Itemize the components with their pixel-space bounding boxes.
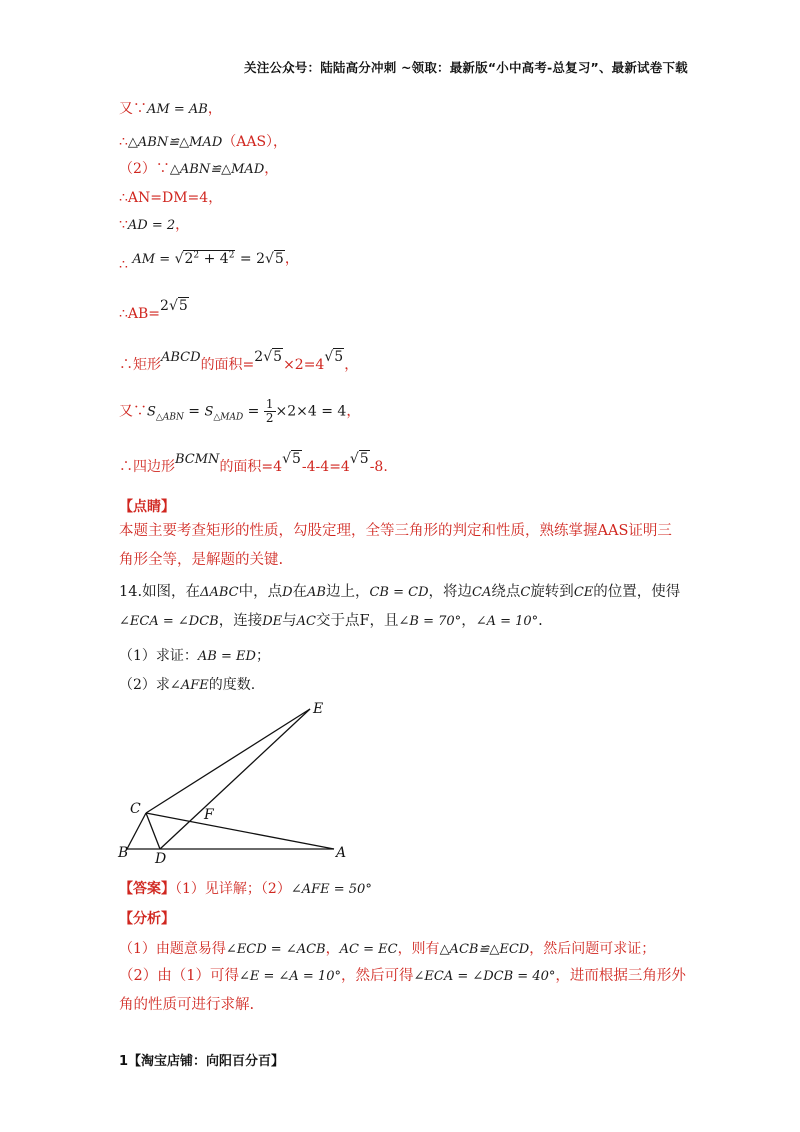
line-quad-area — [119, 448, 388, 475]
line-prefix: ∴ — [119, 257, 128, 273]
line-suffix: ， — [175, 217, 190, 233]
question-text: 绕点 — [491, 584, 521, 600]
question-text: 中，点 — [238, 584, 283, 600]
line-triangle-areas — [119, 398, 360, 425]
answer-line — [119, 878, 372, 898]
segment-bc — [127, 813, 146, 849]
math-expr: AB = ED — [197, 649, 256, 664]
line-congruent-aas — [119, 131, 287, 151]
question-text: （1）求证： — [119, 648, 198, 664]
math-expr: ΔABC — [200, 585, 239, 600]
radical: $√2^2 + 4^2$ — [174, 250, 235, 267]
denominator: 2 — [265, 411, 274, 425]
fraction — [264, 398, 276, 425]
analysis-text: ，然后可得 — [340, 968, 414, 984]
math-expr: AC — [296, 614, 316, 629]
radical-term: 5 — [292, 451, 301, 467]
math-expr: AC = EC — [339, 942, 398, 957]
answer-text: （1）见详解；（2） — [175, 881, 291, 897]
math-expr: CE — [573, 585, 594, 600]
answer-title: 【答案】 — [119, 881, 175, 897]
numerator: 1 — [265, 397, 274, 411]
radical: √5 — [263, 349, 283, 365]
math-expr: CB = CD — [369, 585, 429, 600]
question-text: . — [538, 613, 543, 629]
line-am-ab — [119, 98, 222, 118]
math-expr: C — [520, 585, 531, 600]
line-suffix: ， — [284, 251, 299, 267]
coefficient: 2 — [254, 349, 264, 365]
segment-cd — [146, 813, 160, 849]
label-f: F — [204, 807, 214, 823]
figure-lines — [127, 709, 334, 849]
math-expr: △ABN≌△MAD — [169, 162, 265, 177]
line-suffix: ， — [346, 403, 361, 420]
dianjing-text: 本题主要考查矩形的性质，勾股定理，全等三角形的判定和性质，熟练掌握AAS证明三角形全等，是解题的关键. — [119, 523, 672, 568]
line-suffix: ， — [344, 357, 359, 373]
subscript: △MAD — [213, 412, 244, 423]
line-am-value — [119, 248, 299, 273]
math-expr: ∠B = 70° — [398, 614, 462, 629]
question-text: 旋转到 — [530, 584, 574, 600]
radical-term: 5 — [178, 298, 188, 314]
line-ab-value — [119, 298, 189, 322]
question-text: 的位置，使得 — [593, 584, 681, 600]
analysis-part2 — [119, 962, 689, 1020]
math-expr: ∠ECA = ∠DCB = 40° — [413, 969, 556, 984]
geometry-figure — [110, 695, 360, 870]
exponent: 2 — [228, 250, 235, 261]
subscript: △ABN — [155, 412, 184, 423]
math-expr: △ACB≌△ECD — [439, 942, 530, 957]
line-prefix: 又∵ — [119, 101, 147, 117]
radical-term: 5 — [334, 349, 344, 365]
math-expr: ∠AFE — [169, 678, 209, 693]
radical-term: 2 — [184, 251, 194, 267]
question-text: ，连接 — [218, 613, 263, 629]
radical: √5 — [282, 451, 301, 467]
math-expr: DE — [262, 614, 283, 629]
analysis-text: ， — [325, 941, 340, 957]
dianjing-title: 【点睛】 — [119, 499, 175, 515]
line-suffix: ， — [264, 161, 279, 177]
radical: √5 — [264, 251, 284, 267]
line-rect-area — [119, 346, 359, 373]
math-expr: ∠AFE = 50° — [290, 882, 372, 897]
question-text: ，将边 — [428, 584, 473, 600]
line-suffix: （AAS）， — [222, 134, 288, 150]
exponent: 2 — [193, 250, 200, 261]
line-prefix: ∴四边形 — [119, 459, 175, 475]
question-text: 如图，在 — [142, 584, 201, 600]
line-suffix: ， — [207, 101, 222, 117]
math-expr: △ABN≌△MAD — [127, 135, 223, 150]
analysis-title: 【分析】 — [119, 911, 175, 927]
math-expr: ∠ECA = ∠DCB — [119, 614, 219, 629]
analysis-text: ，则有 — [397, 941, 440, 957]
question-number: 14. — [119, 584, 143, 600]
line-an-dm: ∴AN=DM=4， — [119, 190, 223, 206]
math-expr: ∠ECD = ∠ACB — [225, 942, 326, 957]
line-text: 的面积=4 — [219, 459, 283, 475]
radical-term: 5 — [274, 251, 284, 267]
question-text: 与 — [282, 613, 297, 629]
label-e: E — [313, 701, 324, 717]
math-expr: AM = AB — [147, 102, 208, 117]
segment-de — [160, 709, 310, 849]
label-a: A — [336, 845, 347, 861]
question-text: 在 — [292, 584, 308, 600]
label-d: D — [155, 851, 167, 867]
math-expr: S — [147, 404, 156, 420]
analysis-part1 — [119, 938, 655, 958]
line-prefix: ∴ — [119, 134, 128, 150]
math-expr: D — [282, 585, 293, 600]
analysis-text: （1）由题意易得 — [119, 941, 226, 957]
radical: √5 — [324, 349, 344, 365]
segment-ce — [146, 709, 310, 813]
question-14 — [119, 578, 689, 636]
math-expr: ∠A = 10° — [475, 614, 539, 629]
line-prefix: ∴AB= — [119, 306, 161, 322]
line-text: ×2=4 — [283, 357, 325, 373]
question-text: 边上， — [325, 584, 370, 600]
radical-term: 5 — [273, 349, 283, 365]
radical: √5 — [349, 451, 369, 467]
question-sub2 — [119, 674, 255, 694]
line-prefix: 又∵ — [119, 403, 147, 420]
equals: = — [183, 403, 205, 420]
page-header: 关注公众号：陆陆高分冲刺 ~领取：最新版“小中高考-总复习”、最新试卷下载 — [244, 60, 688, 75]
line-prefix: （2）∵ — [119, 161, 170, 177]
line-ad — [119, 214, 189, 234]
segment-ca — [146, 813, 334, 849]
radical-term: 5 — [359, 451, 369, 467]
radical: √5 — [168, 298, 188, 314]
math-expr: ×2×4 = 4 — [275, 403, 347, 420]
radical-term: 4 — [219, 251, 229, 267]
math-expr: AM = — [132, 252, 171, 267]
operator: + — [199, 251, 220, 267]
analysis-text: ，然后问题可求证； — [529, 941, 656, 957]
question-sub1 — [119, 645, 270, 665]
math-expr: ABCD — [161, 350, 201, 365]
analysis-text: （2）由（1）可得 — [119, 968, 239, 984]
math-expr: AD = 2 — [127, 218, 176, 233]
question-text: 交于点F，且 — [315, 613, 399, 629]
math-expr: BCMN — [175, 452, 220, 467]
question-text: ， — [461, 613, 476, 629]
label-b: B — [118, 845, 129, 861]
analysis-text: ，进而根据三角形外角的性质可进行求解. — [119, 968, 686, 1013]
line-prefix: ∵ — [119, 217, 128, 233]
question-text: 的度数. — [208, 677, 256, 693]
math-expr: AB — [307, 585, 326, 600]
math-expr: ∠E = ∠A = 10° — [238, 969, 341, 984]
math-expr: S — [204, 404, 214, 420]
line-text: 的面积= — [200, 357, 255, 373]
coefficient: 2 — [160, 298, 169, 314]
equals: = — [243, 403, 264, 420]
page-footer: 1【淘宝店铺：向阳百分百】 — [119, 1054, 285, 1069]
line-text: -8. — [369, 459, 388, 475]
label-c: C — [130, 801, 141, 817]
equals: = 2 — [235, 251, 265, 267]
math-expr: CA — [472, 585, 492, 600]
line-prefix: ∴矩形 — [119, 357, 161, 373]
question-text: ； — [255, 648, 270, 664]
question-text: （2）求 — [119, 677, 170, 693]
line-text: -4-4=4 — [301, 459, 350, 475]
line-part2-start — [119, 158, 278, 178]
